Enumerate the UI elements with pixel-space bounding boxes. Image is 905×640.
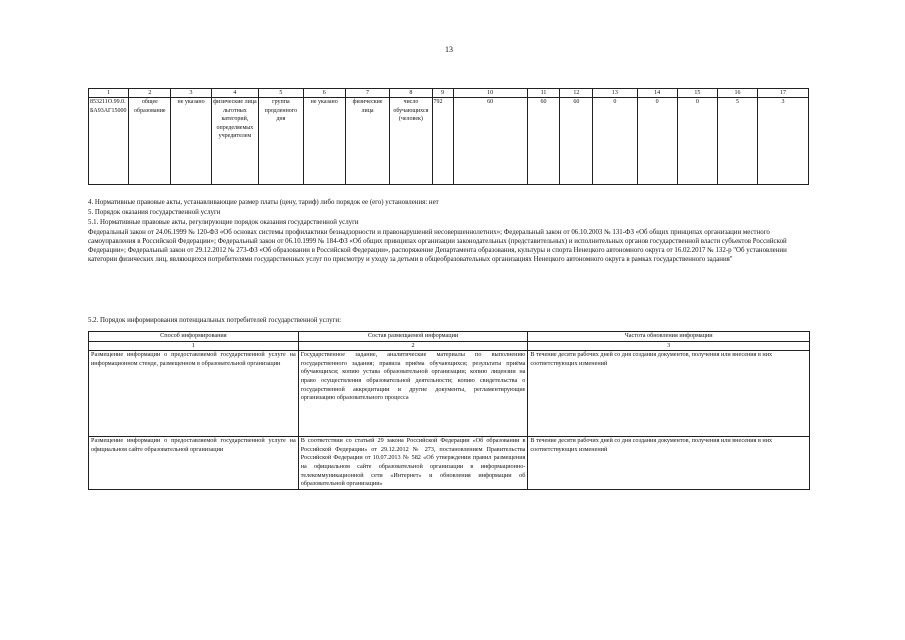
cell-value: 5 [717,98,757,185]
cell-content: не указано [303,98,345,185]
legal-acts-text: Федеральный закон от 24.06.1999 № 120-ФЗ «Об основах системы профилактики безнадзорности и правонарушений несовершеннолетних»; Федеральный закон от 06.10.2003 № 131-ФЗ «Об общих принципах организации местного самоуправления в Российской Федерации»; Федеральный закон от 06.10.1999 № 184-ФЗ «Об общих принципах организации законодательных (представительных) и исполнительных органов государственной власти субъектов Российской Федерации»; Федеральный закон от 29.12.2012 № 273-ФЗ «Об образовании в Российской Федерации», распоряжение Департамента образования, культуры и спорта Ненецкого автономного округа от 16.02.2017 № 132-р "Об установлении категории физических лиц, являющихся потребителями государственных услуг по присмотру и уходу за детьми в общеобразовательных организациях Ненецкого автономного округа в рамках государственного задания" [88,229,787,264]
cell-value: 0 [593,98,637,185]
header-cell: 5 [259,89,303,98]
cell-value: 60 [453,98,527,185]
header-cell: 14 [637,89,677,98]
header-cell: 3 [171,89,211,98]
header-cell: 11 [527,89,560,98]
header-number: 1 [89,341,299,351]
cell-value: 0 [637,98,677,185]
header-cell: 13 [593,89,637,98]
table-header-row [89,89,809,98]
cell-unit: число обучающихся (человек) [390,98,432,185]
cell-registry-number: 853211О.99.0.БА93АГ15000 [89,98,129,185]
header-cell: 10 [453,89,527,98]
header-number: 2 [298,341,528,351]
cell-value: 60 [560,98,593,185]
indicators-table [88,88,809,185]
header-cell: 12 [560,89,593,98]
cell-okei-code: 792 [432,98,453,185]
informing-method: Размещение информации о предоставляемой государственной услуге на информационном стенде, размещенном в образовательной организации [89,351,299,437]
informing-content: В соответствии со статьей 29 закона Российской Федерации «Об образовании в Российской Федерации» от 29.12.2012 № 273, постановлением Правительства Российской Федерации от 10.07.2013 № 582 «Об утверждении правил размещения на официальном сайте образовательной организации в информационно-телекоммуникационной сети «Интернет» и обновления информации об образовательной организации» [298,437,528,490]
header-cell: 8 [390,89,432,98]
header-cell: 15 [677,89,717,98]
header-cell: 9 [432,89,453,98]
header-cell: 1 [89,89,129,98]
cell-content: не указано [171,98,211,185]
cell-content: физические лица льготных категорий, определяемых учредителем [211,98,259,185]
informing-table [88,331,810,490]
header-cell: 4 [211,89,259,98]
paragraph-5-2: 5.2. Порядок информирования потенциальных потребителей государственной услуги: [88,317,341,324]
cell-value: 60 [527,98,560,185]
page-number: 13 [445,45,453,54]
table-header-row [89,332,810,342]
header-cell: Способ информирования [89,332,299,342]
table-number-row [89,341,810,351]
header-cell: 2 [129,89,171,98]
header-number: 3 [528,341,810,351]
header-cell: 7 [345,89,389,98]
paragraph-5-1: 5.1. Нормативные правовые акты, регулирующие порядок оказания государственной услуги [88,219,359,226]
table-row [89,351,810,437]
cell-value: 0 [677,98,717,185]
informing-frequency: В течение десяти рабочих дней со дня создания документов, получения или внесения в них соответствующих изменений [528,437,810,490]
cell-content: общее образование [129,98,171,185]
header-cell: Состав размещаемой информации [298,332,528,342]
header-cell: Частота обновления информации [528,332,810,342]
cell-content: группа продленного дня [259,98,303,185]
cell-value: 3 [758,98,809,185]
table-row [89,98,809,185]
header-cell: 17 [758,89,809,98]
informing-method: Размещение информации о предоставляемой государственной услуге на официальном сайте образовательной организации [89,437,299,490]
paragraph-4: 4. Нормативные правовые акты, устанавливающие размер платы (цену, тариф) либо порядок ее (его) установления: нет [88,199,439,206]
cell-content: физические лица [345,98,389,185]
informing-content: Государственное задание, аналитические материалы по выполнению государственного задания; правила приёма обучающихся; результаты приёма обучающихся; копию устава образовательной организации; копию лицензии на право осуществления образовательной деятельности; копию свидетельства о государственной аккредитации и другие документы, регламентирующие организацию образовательного процесса [298,351,528,437]
header-cell: 6 [303,89,345,98]
table-row [89,437,810,490]
informing-frequency: В течение десяти рабочих дней со дня создания документов, получения или внесения в них соответствующих изменений [528,351,810,437]
paragraph-5: 5. Порядок оказания государственной услуги [88,209,221,216]
header-cell: 16 [717,89,757,98]
